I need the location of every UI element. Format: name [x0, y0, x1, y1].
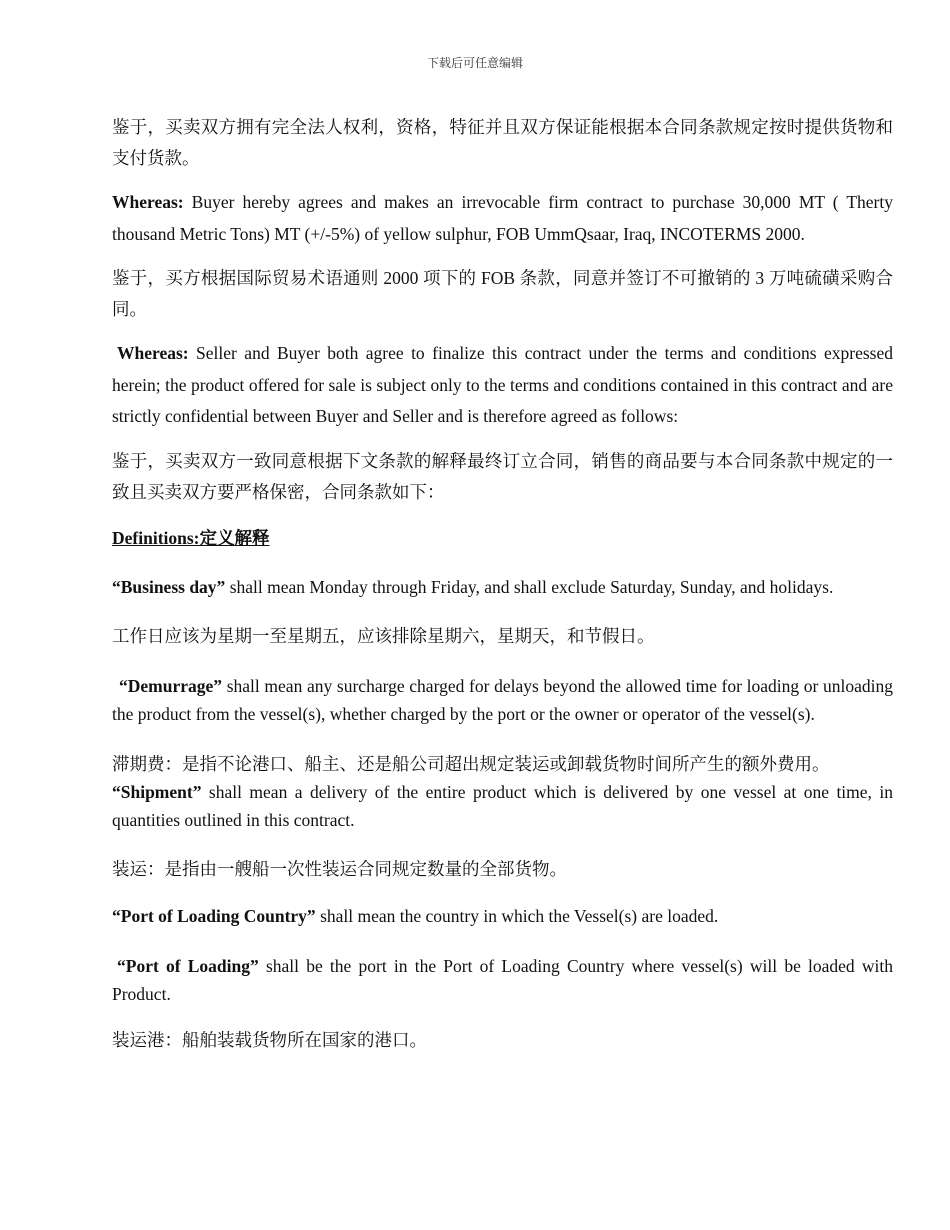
definition-port-of-loading-zh: 装运港：船舶装载货物所在国家的港口。 — [112, 1029, 427, 1050]
definition-business-day — [112, 573, 893, 601]
document-body — [112, 112, 893, 1056]
term-whereas: Whereas: — [117, 343, 189, 363]
page-header-note: 下载后可任意编辑 — [426, 56, 523, 70]
paragraph-whereas-2 — [112, 338, 893, 433]
paragraph-recital-zh-1: 鉴于，买卖双方拥有完全法人权利，资格，特征并且双方保证能根据本合同条款规定按时提供货物和支付货款。 — [112, 117, 893, 168]
term-whereas: Whereas: — [112, 192, 184, 212]
definition-port-of-loading — [112, 952, 893, 1008]
term-port-of-loading: “Port of Loading” — [117, 955, 259, 976]
demurrage-text: shall mean any surcharge charged for delays beyond the allowed time for loading or unloading the product from the vessel(s), whether charged by the port or the owner or operator of the vessel(s). — [112, 675, 893, 724]
whereas-2-text: Seller and Buyer both agree to finalize this contract under the terms and conditions expressed herein; the product offered for sale is subject only to the terms and conditions contained in this contract and are strictly confidential between Buyer and Seller and is therefore agreed as follows: — [112, 343, 893, 426]
term-demurrage: “Demurrage” — [119, 675, 223, 696]
definitions-heading: Definitions:定义解释 — [112, 527, 270, 548]
term-business-day: “Business day” — [112, 576, 226, 597]
port-of-loading-country-text: shall mean the country in which the Vessel(s) are loaded. — [315, 905, 719, 926]
demurrage-zh: 滞期费：是指不论港口、船主、还是船公司超出规定装运或卸载货物时间所产生的额外费用。 — [112, 753, 830, 774]
paragraph-recital-zh-3: 鉴于，买卖双方一致同意根据下文条款的解释最终订立合同，销售的商品要与本合同条款中规定的一致且买卖双方要严格保密，合同条款如下： — [112, 450, 893, 502]
definition-demurrage — [112, 672, 893, 728]
paragraph-recital-zh-2: 鉴于，买方根据国际贸易术语通则 2000 项下的 FOB 条款，同意并签订不可撤销的 3 万吨硫磺采购合同。 — [112, 268, 893, 319]
definition-shipment-zh: 装运：是指由一艘船一次性装运合同规定数量的全部货物。 — [112, 858, 567, 879]
definition-demurrage-zh-and-shipment — [112, 750, 893, 834]
term-shipment: “Shipment” — [112, 781, 202, 802]
business-day-text: shall mean Monday through Friday, and shall exclude Saturday, Sunday, and holidays. — [225, 576, 834, 597]
shipment-text: shall mean a delivery of the entire product which is delivered by one vessel at one time, in quantities outlined in this contract. — [112, 781, 893, 830]
definition-port-of-loading-country — [112, 902, 893, 930]
port-of-loading-text: shall be the port in the Port of Loading Country where vessel(s) will be loaded with Product. — [112, 955, 893, 1004]
definition-business-day-zh: 工作日应该为星期一至星期五，应该排除星期六，星期天，和节假日。 — [112, 625, 655, 646]
whereas-1-text: Buyer hereby agrees and makes an irrevocable firm contract to purchase 30,000 MT ( Therty thousand Metric Tons) MT (+/-5%) of yellow sulphur, FOB UmmQsaar, Iraq, INCOTERMS 2000. — [112, 192, 893, 244]
paragraph-whereas-1 — [112, 187, 893, 250]
term-port-of-loading-country: “Port of Loading Country” — [112, 905, 316, 926]
